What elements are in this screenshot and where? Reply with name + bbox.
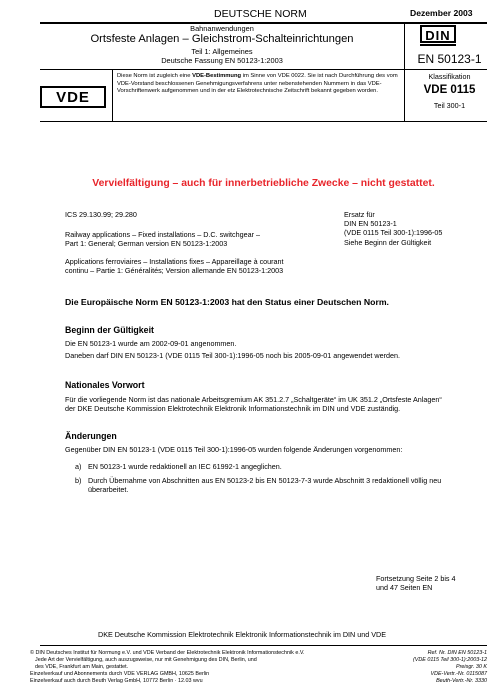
footer-rule — [40, 645, 487, 646]
french-title-line: continu – Partie 1: Généralités; Version allemande EN 50123-1:2003 — [65, 266, 284, 276]
beginn-paragraph: Die EN 50123-1 wurde am 2002-09-01 angenommen. — [65, 339, 237, 348]
reproduction-warning: Vervielfältigung – auch für innerbetriebliche Zwecke – nicht gestattet. — [92, 178, 435, 189]
document-title: Ortsfeste Anlagen – Gleichstrom-Schalteinrichtungen — [90, 33, 354, 45]
french-title — [65, 257, 365, 275]
section-heading-beginn: Beginn der Gültigkeit — [65, 325, 154, 335]
footer-line: des VDE, Frankfurt am Main, gestattet. — [35, 664, 129, 671]
list-item-line: Durch Übernahme von Abschnitten aus EN 50123-2 bis EN 50123-7-3 wurde Abschnitt 3 redaktionell völlig neu — [88, 476, 442, 485]
english-title-line: Part 1: General; German version EN 50123-1:2003 — [65, 239, 228, 249]
classification-number: VDE 0115 — [423, 84, 476, 96]
aenderungen-intro: Gegenüber DIN EN 50123-1 (VDE 0115 Teil 300-1):1996-05 wurden folgende Änderungen vorgenommen: — [65, 445, 403, 454]
english-title-line: Railway applications – Fixed installations – D.C. switchgear – — [65, 230, 260, 239]
replacement-line2: (VDE 0115 Teil 300-1):1996-05 — [344, 228, 443, 238]
footer-ref: (VDE 0115 Teil 300-1):2003-12 — [412, 657, 487, 664]
classification-block — [404, 72, 495, 110]
vorwort-line: Für die vorliegende Norm ist das nationale Arbeitsgremium AK 351.2.7 „Schaltgeräte“ im UK 351.2 „Ortsfeste Anlagen“ — [65, 395, 442, 404]
replacement-block — [344, 210, 492, 247]
category: Bahnanwendungen — [190, 24, 254, 33]
list-item — [88, 476, 492, 494]
version: Deutsche Fassung EN 50123-1:2003 — [161, 56, 283, 65]
classification-part: Teil 300-1 — [433, 101, 466, 110]
din-logo — [420, 25, 456, 43]
section-heading-aenderungen: Änderungen — [65, 431, 117, 441]
replacement-line3: Siehe Beginn der Gültigkeit — [344, 237, 432, 247]
din-logo-text: DIN — [425, 28, 451, 43]
norm-label: DEUTSCHE NORM — [214, 8, 307, 20]
replacement-line1: DIN EN 50123-1 — [344, 219, 397, 229]
din-logo-underline — [420, 44, 456, 46]
list-item: EN 50123-1 wurde redaktionell an IEC 61992-1 angeglichen. — [88, 462, 282, 471]
vorwort-line: der DKE Deutsche Kommission Elektrotechnik Elektronik Informationstechnik im DIN und VDE zuständig. — [65, 404, 401, 414]
vorwort-paragraph — [65, 395, 490, 413]
section-heading-vorwort: Nationales Vorwort — [65, 380, 145, 390]
vde-logo — [40, 86, 106, 108]
english-title — [65, 230, 337, 248]
header-bottom-rule — [40, 69, 487, 70]
document-number: EN 50123-1 — [417, 52, 482, 66]
footer-copyright: © DIN Deutsches Institut für Normung e.V. und VDE Verband der Elektrotechnik Elektronik Informationstechnik e.V. — [30, 650, 305, 656]
dke-committee: DKE Deutsche Kommission Elektrotechnik Elektronik Informationstechnik im DIN und VDE — [98, 630, 387, 639]
footer-line: Einzelverkauf und Abonnements durch VDE VERLAG GMBH, 10625 Berlin — [30, 671, 210, 678]
list-marker: a) — [75, 462, 82, 471]
status-statement: Die Europäische Norm EN 50123-1:2003 hat den Status einer Deutschen Norm. — [65, 297, 389, 307]
vde-bottom-rule — [40, 121, 487, 122]
vde-divider-left — [112, 69, 113, 121]
footer-left — [30, 650, 400, 685]
continuation-line: Fortsetzung Seite 2 bis 4 — [376, 574, 456, 583]
footer-beuth-order: Beuth-Vertr.-Nr. 3330 — [436, 678, 487, 685]
vde-logo-text: VDE — [56, 89, 90, 106]
french-title-line: Applications ferroviaires – Installations fixes – Appareillage à courant — [65, 257, 284, 266]
replacement-label: Ersatz für — [344, 210, 375, 219]
footer-right — [380, 650, 487, 685]
footer-vde-order: VDE-Vertr.-Nr. 0115087 — [430, 671, 487, 678]
footer-line: Einzelverkauf auch durch Beuth Verlag GmbH, 10772 Berlin · 12.03 wvu — [30, 678, 203, 685]
footer-price-group: Preisgr. 30 K — [456, 664, 487, 671]
continuation-line: und 47 Seiten EN — [376, 583, 433, 593]
footer-line: Jede Art der Vervielfältigung, auch auszugsweise, nur mit Genehmigung des DIN, Berlin, und — [35, 657, 257, 664]
continuation-note — [376, 574, 456, 592]
ics-code: ICS 29.130.99; 29.280 — [65, 210, 137, 219]
beginn-paragraph: Daneben darf DIN EN 50123-1 (VDE 0115 Teil 300-1):1996-05 noch bis 2005-09-01 angewendet werden. — [65, 351, 400, 360]
vde-notice: Diese Norm ist zugleich eine VDE-Bestimmung im Sinne von VDE 0022. Sie ist nach Durchführung des vom VDE-Vorstand beschlossenen Genehmigungsverfahrens unter nebenstehenden Nummern in das VDE-Vorschriftenwerk aufgenommen und in der etz Elektrotechnische Zeitschrift bekannt gegeben worden. — [117, 73, 398, 95]
title-block — [40, 24, 404, 65]
classification-label: Klassifikation — [428, 72, 471, 81]
list-item-line: überarbeitet. — [88, 485, 129, 495]
footer-ref: Ref. Nr. DIN EN 50123-1 — [427, 650, 487, 656]
publication-date: Dezember 2003 — [410, 8, 473, 18]
part-title: Teil 1: Allgemeines — [191, 47, 253, 56]
list-marker: b) — [75, 476, 82, 485]
